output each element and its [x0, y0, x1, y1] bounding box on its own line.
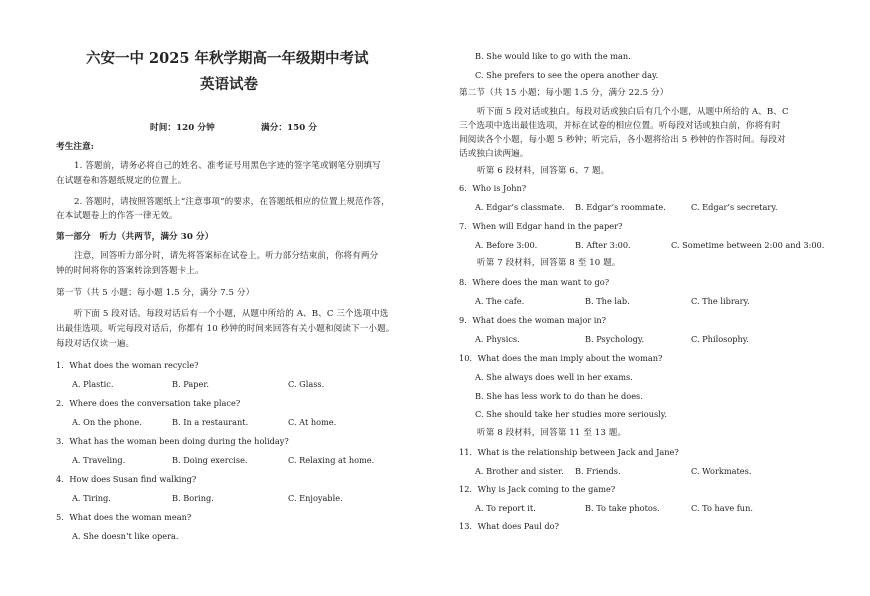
notice-item1-b: 在试题卷和答题纸规定的位置上。 [56, 176, 187, 186]
section2-line-a: 听下面 5 段对话或独白。每段对话或独白后有几个小题，从题中所给的 A、B、C [477, 107, 789, 117]
q1-option-a: A. Plastic. [72, 379, 114, 389]
question-4: 4．How does Susan find walking? [56, 474, 197, 484]
section2-line-b: 三个选项中选出最佳选项，并标在试卷的相应位置。听每段对话或独白前，你将有时 [459, 121, 781, 131]
question-1: 1．What does the woman recycle? [56, 360, 199, 370]
section1-line-b: 出最佳选项。听完每段对话后，你都有 10 秒钟的时间来回答有关小题和阅读下一小题。 [56, 324, 395, 334]
q10-option-c: C. She should take her studies more seriously. [475, 409, 667, 419]
material-8-note: 听第 8 段材料，回答第 11 至 13 题。 [477, 428, 627, 438]
material-7-note: 听第 7 段材料，回答第 8 至 10 题。 [477, 258, 621, 268]
question-13: 13．What does Paul do? [459, 521, 559, 531]
q4-option-a: A. Tiring. [72, 493, 111, 503]
q3-option-b: B. Doing exercise. [172, 455, 248, 465]
section1-line-a: 听下面 5 段对话。每段对话后有一个小题，从题中所给的 A、B、C 三个选项中选 [74, 309, 389, 319]
q12-option-b: B. To take photos. [585, 503, 660, 513]
part1-note-a: 注意，回答听力部分时，请先将答案标在试卷上。听力部分结束前，你将有两分 [74, 251, 379, 261]
notice-heading: 考生注意: [56, 142, 95, 152]
question-11: 11．What is the relationship between Jack and Jane? [459, 447, 679, 457]
exam-title: 六安一中 2025 年秋学期高一年级期中考试 [86, 50, 369, 67]
q2-option-b: B. In a restaurant. [172, 417, 249, 427]
q7-option-b: B. After 3:00. [575, 240, 631, 250]
q2-option-a: A. On the phone. [72, 417, 142, 427]
q4-option-b: B. Boring. [172, 493, 214, 503]
q10-option-a: A. She always does well in her exams. [475, 372, 633, 382]
section1-heading: 第一节（共 5 小题；每小题 1.5 分，满分 7.5 分） [56, 288, 255, 298]
q1-option-b: B. Paper. [172, 379, 209, 389]
question-8: 8．Where does the man want to go? [459, 277, 610, 287]
q12-option-c: C. To have fun. [691, 503, 753, 513]
q11-option-a: A. Brother and sister. [475, 466, 564, 476]
q3-option-c: C. Relaxing at home. [288, 455, 375, 465]
section2-heading: 第二节（共 15 小题；每小题 1.5 分，满分 22.5 分） [459, 88, 669, 98]
question-7: 7．When will Edgar hand in the paper? [459, 221, 623, 231]
question-10: 10．What does the man imply about the woman? [459, 353, 663, 363]
q9-option-a: A. Physics. [475, 334, 520, 344]
q6-option-a: A. Edgar’s classmate. [475, 202, 565, 212]
q11-option-b: B. Friends. [575, 466, 621, 476]
q12-option-a: A. To report it. [475, 503, 536, 513]
question-3: 3．What has the woman been doing during the holiday? [56, 436, 289, 446]
notice-item1-a: 1. 答题前，请务必将自己的姓名、准考证号用黑色字迹的签字笔或钢笔分别填写 [74, 161, 381, 171]
q11-option-c: C. Workmates. [691, 466, 752, 476]
q1-option-c: C. Glass. [288, 379, 325, 389]
q10-option-b: B. She has less work to do than he does. [475, 391, 643, 401]
q6-option-b: B. Edgar’s roommate. [575, 202, 666, 212]
q8-option-c: C. The library. [691, 296, 750, 306]
section1-line-c: 每段对话仅读一遍。 [56, 339, 135, 349]
q4-option-c: C. Enjoyable. [288, 493, 343, 503]
part1-heading: 第一部分 听力（共两节，满分 30 分） [56, 232, 214, 242]
q8-option-a: A. The cafe. [475, 296, 525, 306]
q7-option-c: C. Sometime between 2:00 and 3:00. [671, 240, 825, 250]
question-6: 6．Who is John? [459, 183, 527, 193]
question-2: 2．Where does the conversation take place? [56, 398, 241, 408]
q8-option-b: B. The lab. [585, 296, 630, 306]
question-12: 12．Why is Jack coming to the game? [459, 484, 616, 494]
score-label: 满分：150 分 [261, 123, 318, 133]
q2-option-c: C. At home. [288, 417, 337, 427]
q9-option-c: C. Philosophy. [691, 334, 749, 344]
notice-item2-b: 在本试题卷上的作答一律无效。 [56, 211, 178, 221]
time-label: 时间：120 分钟 [150, 123, 215, 133]
material-6-note: 听第 6 段材料，回答第 6、7 题。 [477, 166, 610, 176]
notice-item2-a: 2. 答题时，请按照答题纸上“注意事项”的要求，在答题纸相应的位置上规范作答， [74, 197, 390, 207]
section2-line-d: 话或独白读两遍。 [459, 149, 529, 159]
q5-option-a: A. She doesn’t like opera. [72, 531, 179, 541]
section2-line-c: 间阅读各个小题，每小题 5 秒钟；听完后，各小题将给出 5 秒钟的作答时间。每段对 [459, 135, 786, 145]
part1-note-b: 钟的时间将你的答案转涂到答题卡上。 [56, 266, 204, 276]
q3-option-a: A. Traveling. [72, 455, 126, 465]
q9-option-b: B. Psychology. [585, 334, 645, 344]
q7-option-a: A. Before 3:00. [475, 240, 538, 250]
q5-option-b: B. She would like to go with the man. [475, 51, 631, 61]
exam-subtitle: 英语试卷 [200, 76, 258, 93]
question-9: 9．What does the woman major in? [459, 315, 607, 325]
q6-option-c: C. Edgar’s secretary. [691, 202, 778, 212]
question-5: 5．What does the woman mean? [56, 512, 192, 522]
q5-option-c: C. She prefers to see the opera another day. [475, 70, 659, 80]
